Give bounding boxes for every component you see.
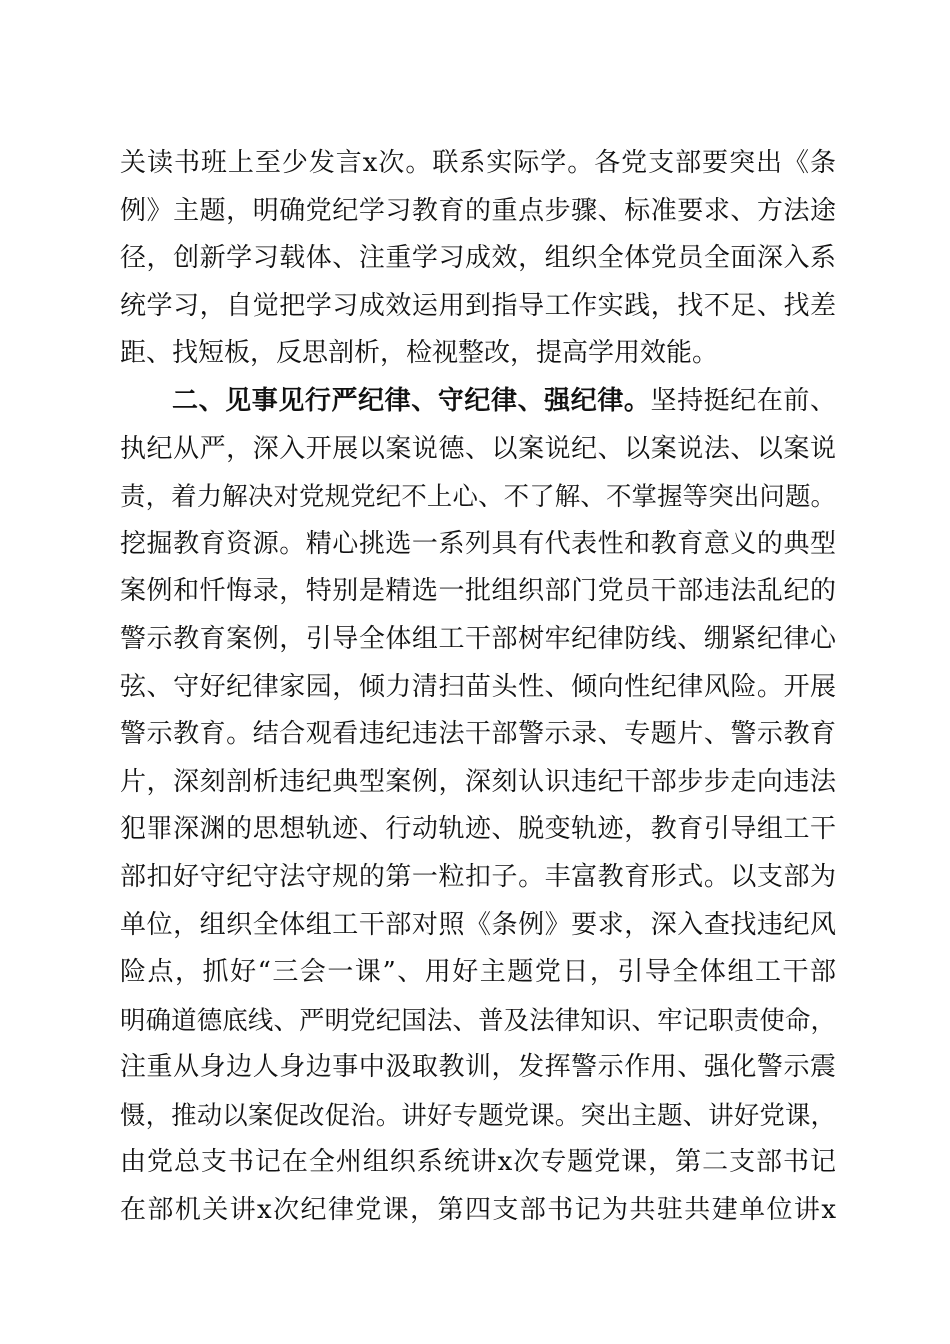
- text-line: 案例和忏悔录，特别是精选一批组织部门党员干部违法乱纪的: [120, 576, 836, 607]
- paragraph-2: [120, 378, 836, 1235]
- text-line: 执纪从严，深入开展以案说德、以案说纪、以案说法、以案说: [120, 433, 836, 464]
- text-line: 距、找短板，反思剖析，检视整改，提高学用效能。: [120, 338, 719, 369]
- text-line: 统学习，自觉把学习成效运用到指导工作实践，找不足、找差: [120, 290, 836, 321]
- document-body: [120, 140, 836, 1235]
- text-line: 挖掘教育资源。精心挑选一系列具有代表性和教育意义的典型: [120, 528, 836, 559]
- text-line: 关读书班上至少发言x次。联系实际学。各党支部要突出《条: [120, 148, 836, 178]
- paragraph-1: [120, 140, 836, 378]
- text-line: 明确道德底线、严明党纪国法、普及法律知识、牢记职责使命，: [120, 1004, 836, 1035]
- text-line: 部扣好守纪守法守规的第一粒扣子。丰富教育形式。以支部为: [120, 861, 836, 892]
- text-line: 在部机关讲x次纪律党课，第四支部书记为共驻共建单位讲x: [120, 1195, 836, 1226]
- text-line: 险点，抓好“三会一课”、用好主题党日，引导全体组工干部: [120, 957, 836, 988]
- text-line: 警示教育案例，引导全体组工干部树牢纪律防线、绷紧纪律心: [120, 623, 836, 654]
- paragraph-2-first-line: [120, 378, 836, 426]
- text-line: 慑，推动以案促改促治。讲好专题党课。突出主题、讲好党课，: [120, 1099, 836, 1130]
- text-line: 单位，组织全体组工干部对照《条例》要求，深入查找违纪风: [120, 909, 836, 940]
- text-run: 坚持挺纪在前、: [650, 385, 836, 416]
- text-line: 径，创新学习载体、注重学习成效，组织全体党员全面深入系: [120, 243, 836, 274]
- text-line: 例》主题，明确党纪学习教育的重点步骤、标准要求、方法途: [120, 195, 836, 226]
- text-line: 注重从身边人身边事中汲取教训，发挥警示作用、强化警示震: [120, 1052, 836, 1083]
- section-heading: 二、见事见行严纪律、守纪律、强纪律。: [172, 385, 651, 416]
- text-line: 片，深刻剖析违纪典型案例，深刻认识违纪干部步步走向违法: [120, 766, 836, 797]
- text-line: 警示教育。结合观看违纪违法干部警示录、专题片、警示教育: [120, 719, 836, 750]
- text-line: 犯罪深渊的思想轨迹、行动轨迹、脱变轨迹，教育引导组工干: [120, 814, 836, 845]
- text-line: 由党总支书记在全州组织系统讲x次专题党课，第二支部书记: [120, 1147, 836, 1178]
- text-line: 弦、守好纪律家园，倾力清扫苗头性、倾向性纪律风险。开展: [120, 671, 836, 702]
- text-line: 责，着力解决对党规党纪不上心、不了解、不掌握等突出问题。: [120, 481, 836, 512]
